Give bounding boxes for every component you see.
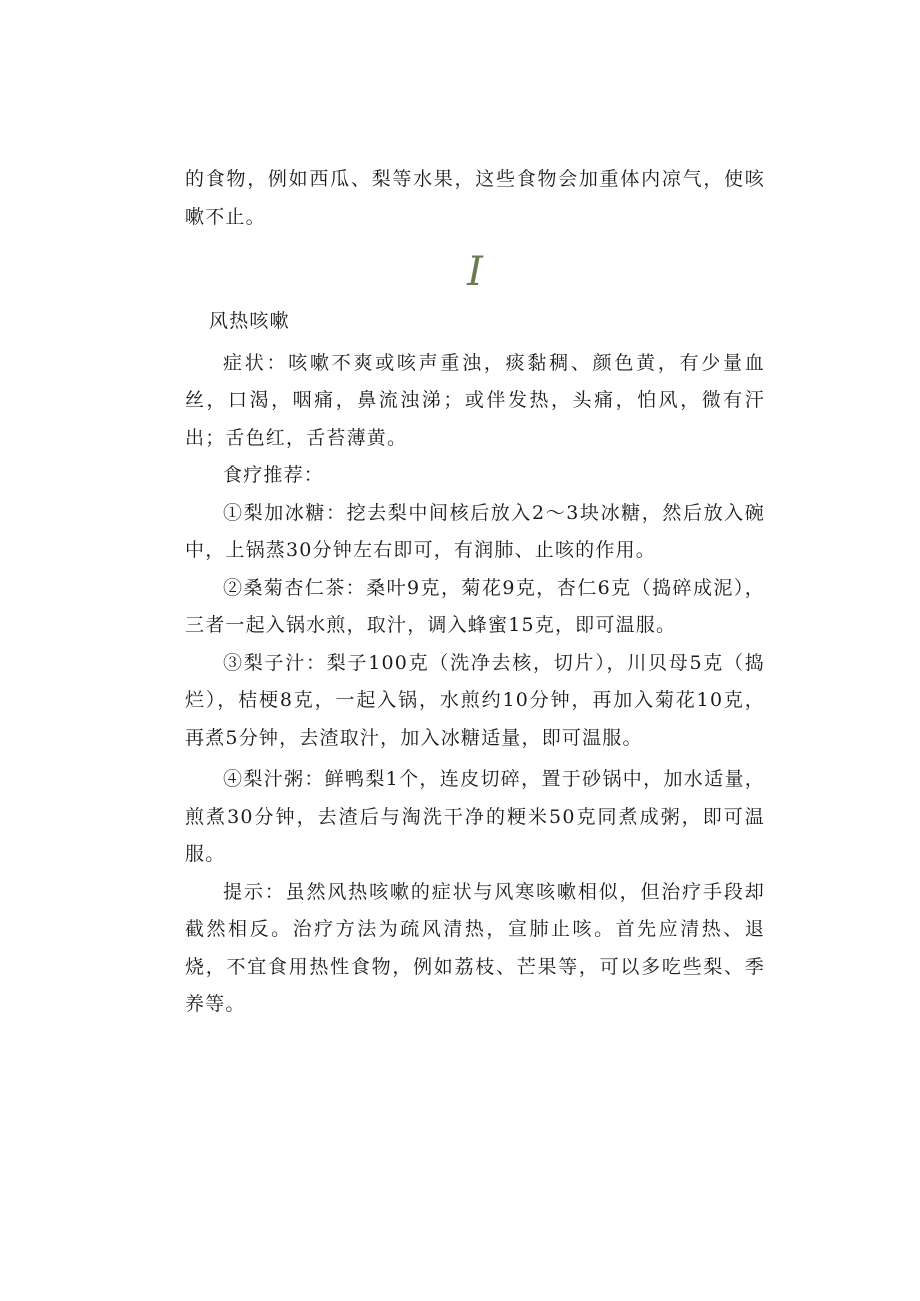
continuation-paragraph: 的食物，例如西瓜、梨等水果，这些食物会加重体内凉气，使咳嗽不止。 (185, 168, 765, 228)
section-divider-mark: I (467, 249, 483, 295)
section-title: 风热咳嗽 (209, 310, 290, 332)
recipe-item: ②桑菊杏仁茶：桑叶9克，菊花9克，杏仁6克（捣碎成泥），三者一起入锅水煎，取汁，调入蜂蜜15克，即可温服。 (185, 576, 765, 636)
recommend-label: 食疗推荐： (223, 464, 325, 486)
tip-paragraph: 提示：虽然风热咳嗽的症状与风寒咳嗽相似，但治疗手段却截然相反。治疗方法为疏风清热，宣肺止咳。首先应清热、退烧，不宜食用热性食物，例如荔枝、芒果等，可以多吃些梨、季养等。 (185, 880, 765, 1015)
recipe-item: ③梨子汁：梨子100克（洗净去核，切片），川贝母5克（捣烂），桔梗8克，一起入锅，水煎约10分钟，再加入菊花10克，再煮5分钟，去渣取汁，加入冰糖适量，即可温服。 (185, 651, 765, 749)
symptoms-paragraph: 症状：咳嗽不爽或咳声重浊，痰黏稠、颜色黄，有少量血丝，口渴，咽痛，鼻流浊涕；或伴发热，头痛，怕风，微有汗出；舌色红，舌苔薄黄。 (185, 351, 765, 449)
recipe-item: ①梨加冰糖：挖去梨中间核后放入2～3块冰糖，然后放入碗中，上锅蒸30分钟左右即可，有润肺、止咳的作用。 (185, 501, 765, 561)
recipe-item: ④梨汁粥：鲜鸭梨1个，连皮切碎，置于砂锅中，加水适量，煎煮30分钟，去渣后与淘洗干净的粳米50克同煮成粥，即可温服。 (185, 768, 765, 865)
section-body (185, 303, 765, 1024)
